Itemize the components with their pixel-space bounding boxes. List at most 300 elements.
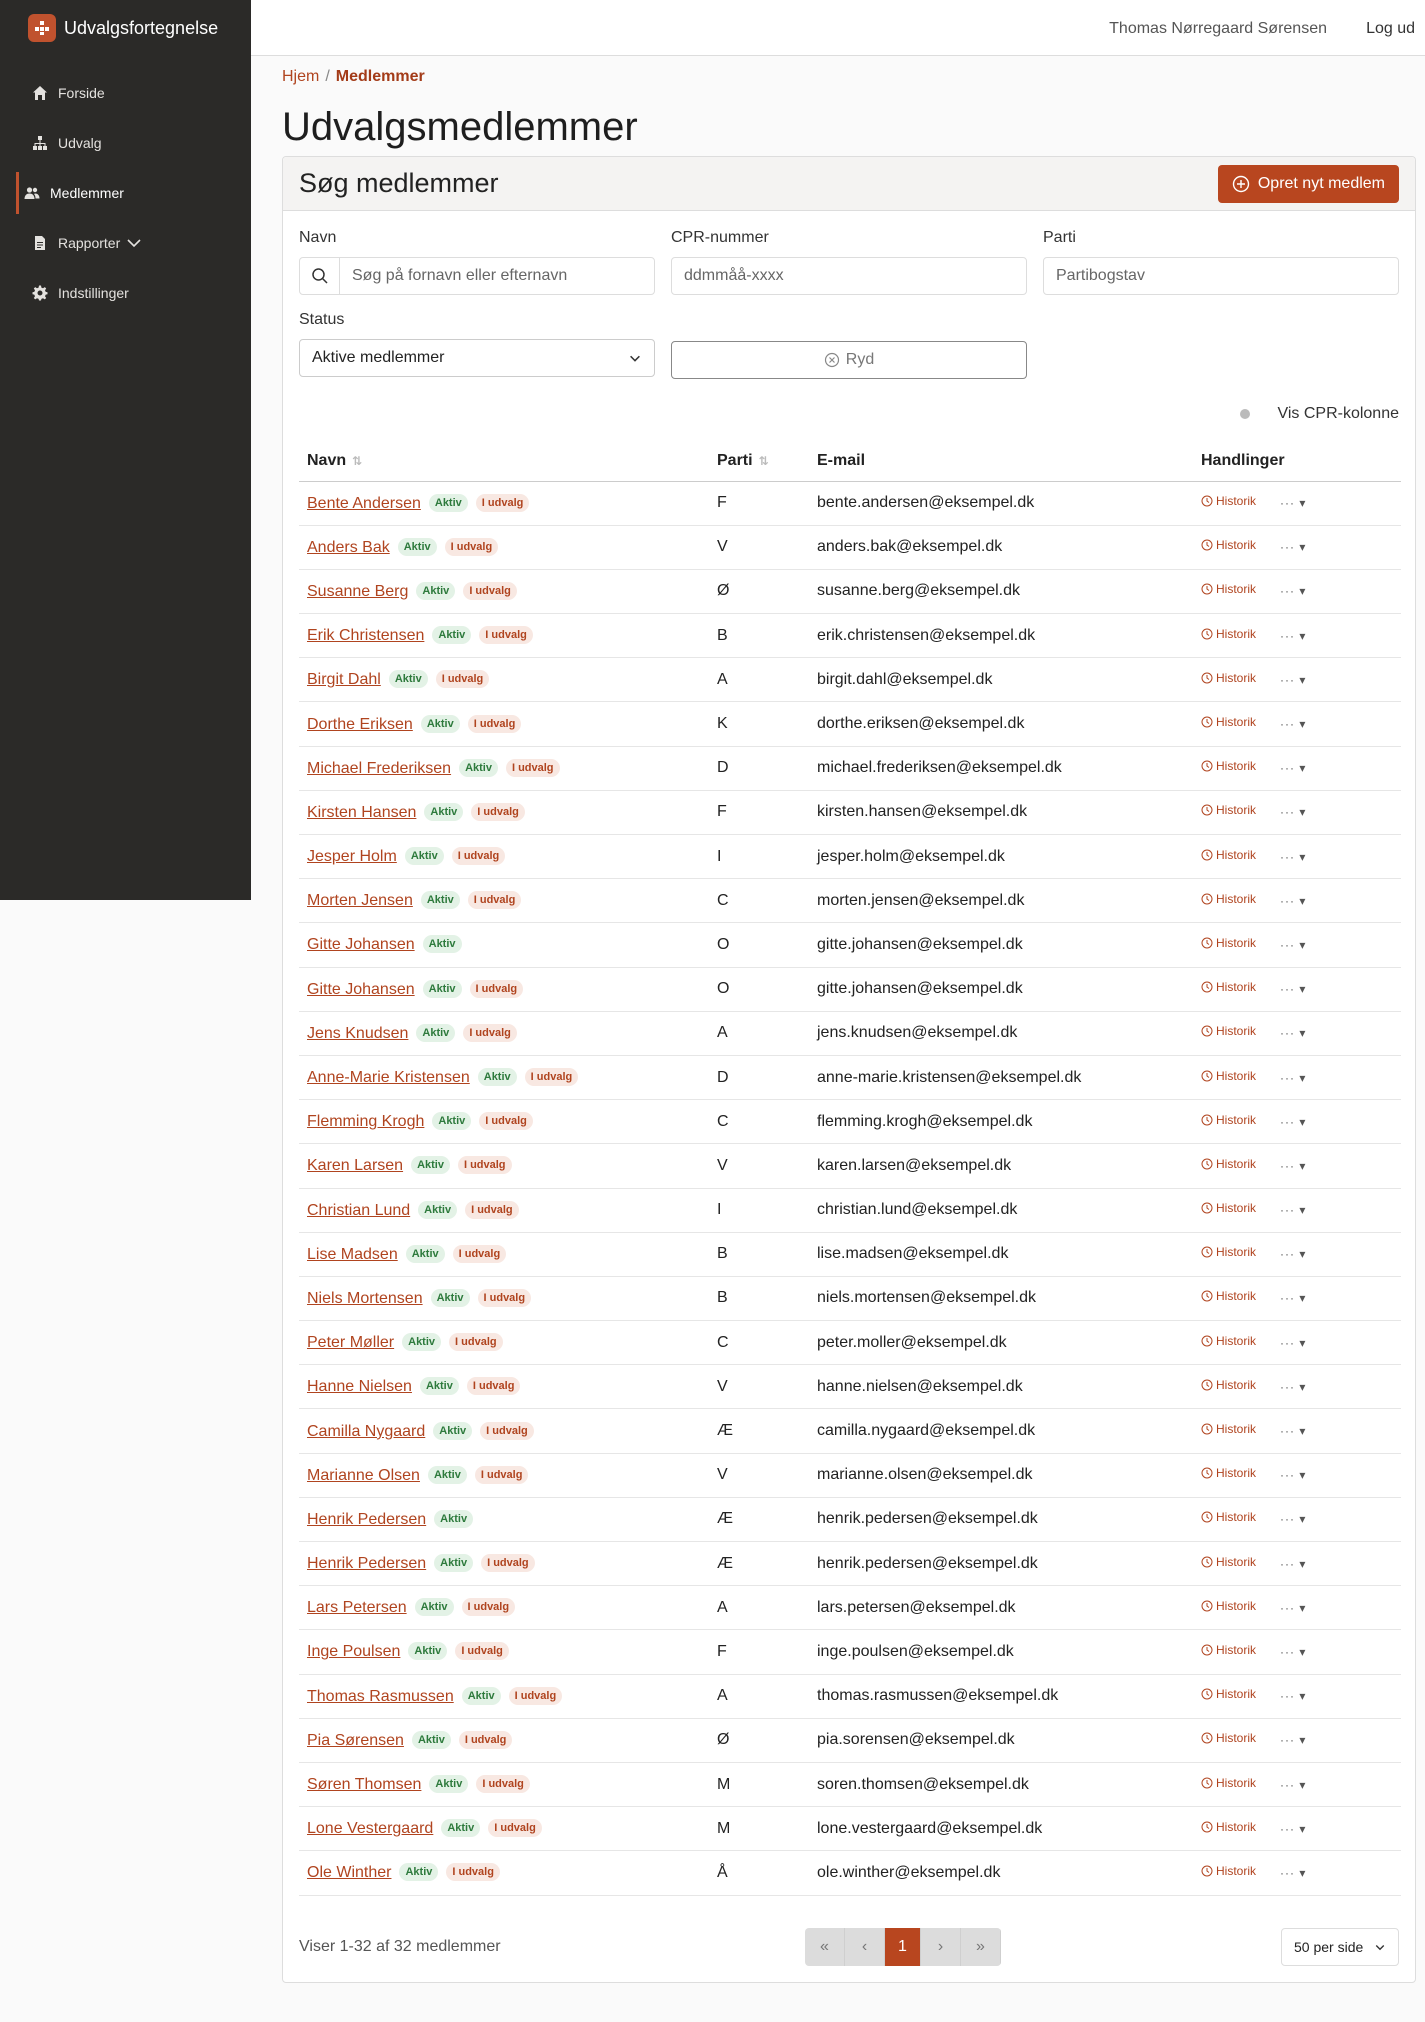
sidebar-item-udvalg[interactable] [0, 118, 251, 168]
per-page-value: 50 per side [1294, 1939, 1364, 1955]
history-button[interactable] [1201, 1643, 1256, 1657]
cell-name [299, 1586, 709, 1630]
cell-party: I [709, 1188, 809, 1232]
more-label: ··· [1280, 1733, 1296, 1748]
clock-icon [1201, 760, 1213, 772]
cell-actions [1193, 835, 1401, 879]
status-badge-active: Aktiv [429, 1775, 468, 1793]
status-badge-committee: I udvalg [479, 1112, 533, 1130]
more-actions-button[interactable]: ··· ▾ [1280, 982, 1307, 997]
more-actions-button[interactable]: ··· ▾ [1280, 1777, 1307, 1792]
more-actions-button[interactable]: ··· ▾ [1280, 761, 1307, 776]
table-row [299, 1409, 1401, 1453]
history-button[interactable] [1201, 1864, 1256, 1878]
column-header-party[interactable] [709, 441, 809, 481]
more-label: ··· [1280, 672, 1296, 687]
more-label: ··· [1280, 937, 1296, 952]
next-page-button[interactable]: › [921, 1928, 961, 1966]
more-label: ··· [1280, 805, 1296, 820]
member-name-link[interactable]: Erik Christensen [307, 627, 425, 645]
last-page-button[interactable]: » [961, 1928, 1001, 1966]
history-button[interactable] [1201, 1466, 1256, 1480]
more-actions-button[interactable]: ··· ▾ [1280, 717, 1307, 732]
more-actions-button[interactable]: ··· ▾ [1280, 540, 1307, 555]
more-actions-button[interactable]: ··· ▾ [1280, 672, 1307, 687]
clock-icon [1201, 1556, 1213, 1568]
more-actions-button[interactable]: ··· ▾ [1280, 628, 1307, 643]
table-row [299, 879, 1401, 923]
history-button[interactable] [1201, 1024, 1256, 1038]
cell-party: F [709, 481, 809, 525]
table-row [299, 1674, 1401, 1718]
cell-party: Æ [709, 1409, 809, 1453]
column-header-name[interactable] [299, 441, 709, 481]
cell-name [299, 1365, 709, 1409]
more-actions-button[interactable]: ··· ▾ [1280, 1335, 1307, 1350]
cell-party: D [709, 746, 809, 790]
cell-name [299, 923, 709, 967]
member-name-link[interactable]: Camilla Nygaard [307, 1422, 426, 1440]
more-actions-button[interactable]: ··· ▾ [1280, 1689, 1307, 1704]
cell-email: lone.vestergaard@eksempel.dk [809, 1807, 1193, 1851]
member-name-link[interactable]: Peter Møller [307, 1334, 395, 1352]
cell-email: jens.knudsen@eksempel.dk [809, 1011, 1193, 1055]
history-button[interactable] [1201, 1776, 1256, 1790]
clock-icon [1201, 628, 1213, 640]
status-badge-active: Aktiv [432, 1112, 471, 1130]
cell-party: F [709, 790, 809, 834]
history-label: Historik [1216, 1510, 1257, 1525]
clock-icon [1201, 1511, 1213, 1523]
more-actions-button[interactable]: ··· ▾ [1280, 1865, 1307, 1880]
cpr-column-toggle[interactable] [1237, 406, 1267, 422]
cell-email: soren.thomsen@eksempel.dk [809, 1762, 1193, 1806]
clock-icon [1201, 1600, 1213, 1612]
member-name-link[interactable]: Marianne Olsen [307, 1466, 420, 1484]
history-label: Historik [1216, 1466, 1257, 1481]
cell-name [299, 1011, 709, 1055]
name-filter [299, 229, 655, 295]
cell-party: A [709, 1586, 809, 1630]
clear-button[interactable] [671, 341, 1027, 379]
cell-actions [1193, 1055, 1401, 1099]
column-header-name-label: Navn [307, 451, 347, 469]
more-label: ··· [1280, 1424, 1296, 1439]
more-actions-button[interactable]: ··· ▾ [1280, 1203, 1307, 1218]
status-badge-committee: I udvalg [476, 494, 530, 512]
member-name-link[interactable]: Dorthe Eriksen [307, 715, 413, 733]
cell-actions [1193, 1718, 1401, 1762]
cell-party: I [709, 835, 809, 879]
history-button[interactable] [1201, 1113, 1256, 1127]
cell-party: Å [709, 1851, 809, 1895]
card-title: Søg medlemmer [299, 168, 499, 198]
history-label: Historik [1216, 1598, 1257, 1613]
more-actions-button[interactable]: ··· ▾ [1280, 584, 1307, 599]
status-badge-active: Aktiv [416, 1024, 455, 1042]
cpr-input[interactable]: ddmmåå-xxxx [671, 257, 1027, 295]
history-label: Historik [1216, 1156, 1257, 1171]
table-row [299, 1851, 1401, 1895]
member-name-link[interactable]: Morten Jensen [307, 892, 413, 910]
table-row [299, 1542, 1401, 1586]
cell-actions [1193, 1453, 1401, 1497]
clock-icon [1201, 1070, 1213, 1082]
table-row [299, 1321, 1401, 1365]
clear-wrap [671, 311, 1027, 379]
more-actions-button[interactable]: ··· ▾ [1280, 1556, 1307, 1571]
breadcrumb-home-link[interactable]: Hjem [282, 68, 320, 85]
history-button[interactable] [1201, 1599, 1256, 1613]
app-title: Udvalgsfortegnelse [64, 17, 219, 38]
more-actions-button[interactable]: ··· ▾ [1280, 1424, 1307, 1439]
member-name-link[interactable]: Anne-Marie Kristensen [307, 1069, 470, 1087]
cell-name [299, 1276, 709, 1320]
clock-icon [1201, 1025, 1213, 1037]
history-label: Historik [1216, 1775, 1257, 1790]
member-name-link[interactable]: Gitte Johansen [307, 980, 415, 998]
history-label: Historik [1216, 1201, 1257, 1216]
name-input[interactable] [299, 257, 655, 295]
cell-party: Ø [709, 569, 809, 613]
sidebar-item-rapporter[interactable] [0, 218, 251, 268]
history-button[interactable] [1201, 759, 1256, 773]
history-button[interactable] [1201, 671, 1256, 685]
status-badge-committee: I udvalg [488, 1819, 542, 1837]
history-button[interactable] [1201, 1820, 1256, 1834]
members-table [299, 441, 1401, 1896]
member-name-link[interactable]: Jens Knudsen [307, 1024, 409, 1042]
history-label: Historik [1216, 1554, 1257, 1569]
cpr-toggle-row [283, 379, 1415, 423]
status-select[interactable] [299, 339, 655, 377]
first-page-button[interactable]: « [805, 1928, 845, 1966]
member-name-link[interactable]: Henrik Pedersen [307, 1510, 427, 1528]
name-placeholder: Søg på fornavn eller efternavn [352, 267, 568, 284]
member-name-link[interactable]: Michael Frederiksen [307, 759, 452, 777]
sort-icon: ⇅ [758, 453, 769, 468]
table-row [299, 967, 1401, 1011]
cell-email: susanne.berg@eksempel.dk [809, 569, 1193, 613]
history-button[interactable] [1201, 1555, 1256, 1569]
member-name-link[interactable]: Inge Poulsen [307, 1643, 401, 1661]
status-badge-committee: I udvalg [452, 847, 506, 865]
clock-icon [1201, 1688, 1213, 1700]
more-label: ··· [1280, 1644, 1296, 1659]
more-actions-button[interactable]: ··· ▾ [1280, 937, 1307, 952]
cell-actions [1193, 1144, 1401, 1188]
column-header-email: E-mail [809, 441, 1193, 481]
clock-icon [1201, 1246, 1213, 1258]
history-button[interactable] [1201, 1245, 1256, 1259]
status-badge-committee: I udvalg [475, 1466, 529, 1484]
table-row [299, 658, 1401, 702]
page-1-button[interactable]: 1 [885, 1928, 921, 1966]
more-actions-button[interactable]: ··· ▾ [1280, 1468, 1307, 1483]
status-badge-committee: I udvalg [506, 759, 560, 777]
more-actions-button[interactable]: ··· ▾ [1280, 1512, 1307, 1527]
cell-party: K [709, 702, 809, 746]
cell-name [299, 1409, 709, 1453]
gear-icon [32, 285, 48, 301]
more-actions-button[interactable]: ··· ▾ [1280, 1158, 1307, 1173]
cell-email: bente.andersen@eksempel.dk [809, 481, 1193, 525]
prev-page-button[interactable]: ‹ [845, 1928, 885, 1966]
member-name-link[interactable]: Kirsten Hansen [307, 803, 417, 821]
sidebar-item-label: Rapporter [58, 235, 121, 251]
more-actions-button[interactable]: ··· ▾ [1280, 849, 1307, 864]
history-label: Historik [1216, 1245, 1257, 1260]
history-label: Historik [1216, 538, 1257, 553]
history-button[interactable] [1201, 1201, 1256, 1215]
clock-icon [1201, 1821, 1213, 1833]
history-button[interactable] [1201, 803, 1256, 817]
status-badge-active: Aktiv [428, 1466, 467, 1484]
status-badge-active: Aktiv [389, 670, 428, 688]
party-input[interactable]: Partibogstav [1043, 257, 1399, 295]
history-button[interactable] [1201, 494, 1256, 508]
sidebar-item-medlemmer[interactable] [0, 168, 251, 218]
member-name-link[interactable]: Niels Mortensen [307, 1289, 423, 1307]
cell-name [299, 1674, 709, 1718]
chevron-down-icon [628, 351, 642, 365]
history-button[interactable] [1201, 715, 1256, 729]
table-footer [299, 1928, 1399, 1966]
history-button[interactable] [1201, 892, 1256, 906]
table-row [299, 923, 1401, 967]
history-button[interactable] [1201, 1731, 1256, 1745]
history-label: Historik [1216, 1863, 1257, 1878]
member-name-link[interactable]: Henrik Pedersen [307, 1555, 427, 1573]
cell-actions [1193, 1807, 1401, 1851]
status-badge-active: Aktiv [408, 1642, 447, 1660]
per-page-select[interactable] [1281, 1928, 1399, 1966]
cell-name [299, 702, 709, 746]
cell-email: karen.larsen@eksempel.dk [809, 1144, 1193, 1188]
history-button[interactable] [1201, 936, 1256, 950]
cell-name [299, 1100, 709, 1144]
search-icon [300, 258, 340, 294]
history-label: Historik [1216, 626, 1257, 641]
cell-actions [1193, 1276, 1401, 1320]
history-button[interactable] [1201, 538, 1256, 552]
more-label: ··· [1280, 849, 1296, 864]
status-badge-committee: I udvalg [463, 1024, 517, 1042]
cpr-filter [671, 229, 1027, 295]
member-name-link[interactable]: Flemming Krogh [307, 1113, 425, 1131]
more-actions-button[interactable]: ··· ▾ [1280, 1644, 1307, 1659]
status-badge-active: Aktiv [406, 1245, 445, 1263]
breadcrumb-separator: / [325, 68, 330, 85]
plus-circle-icon [1232, 175, 1250, 193]
more-label: ··· [1280, 1379, 1296, 1394]
member-name-link[interactable]: Bente Andersen [307, 494, 421, 512]
cell-name [299, 1807, 709, 1851]
status-badge-active: Aktiv [462, 1687, 501, 1705]
history-button[interactable] [1201, 1378, 1256, 1392]
status-badge-committee: I udvalg [436, 670, 490, 688]
member-name-link[interactable]: Ole Winther [307, 1864, 392, 1882]
party-label: Parti [1043, 229, 1076, 246]
cell-actions [1193, 1674, 1401, 1718]
user-name[interactable]: Thomas Nørregaard Sørensen [1109, 20, 1327, 37]
more-actions-button[interactable]: ··· ▾ [1280, 1026, 1307, 1041]
status-badge-active: Aktiv [412, 1731, 451, 1749]
clock-icon [1201, 1865, 1213, 1877]
member-name-link[interactable]: Birgit Dahl [307, 671, 381, 689]
table-row [299, 525, 1401, 569]
table-row [299, 1586, 1401, 1630]
cell-actions [1193, 525, 1401, 569]
cell-party: M [709, 1762, 809, 1806]
history-button[interactable] [1201, 1422, 1256, 1436]
cell-email: lise.madsen@eksempel.dk [809, 1232, 1193, 1276]
cell-party: A [709, 1011, 809, 1055]
history-button[interactable] [1201, 1334, 1256, 1348]
history-label: Historik [1216, 847, 1257, 862]
cell-party: B [709, 1232, 809, 1276]
history-label: Historik [1216, 1687, 1257, 1702]
cell-actions [1193, 1100, 1401, 1144]
sidebar-item-forside[interactable] [0, 68, 251, 118]
history-button[interactable] [1201, 627, 1256, 641]
sidebar-item-label: Udvalg [58, 135, 102, 151]
pagination [805, 1928, 1001, 1966]
more-actions-button[interactable]: ··· ▾ [1280, 1291, 1307, 1306]
history-label: Historik [1216, 980, 1257, 995]
more-actions-button[interactable]: ··· ▾ [1280, 1114, 1307, 1129]
history-label: Historik [1216, 759, 1257, 774]
create-member-button[interactable] [1218, 165, 1399, 203]
table-row [299, 1055, 1401, 1099]
status-badge-active: Aktiv [424, 803, 463, 821]
clear-circle-icon [824, 352, 840, 368]
member-name-link[interactable]: Lars Petersen [307, 1599, 407, 1617]
cell-email: erik.christensen@eksempel.dk [809, 614, 1193, 658]
history-button[interactable] [1201, 1510, 1256, 1524]
cell-email: henrik.pedersen@eksempel.dk [809, 1542, 1193, 1586]
cell-name [299, 1055, 709, 1099]
more-actions-button[interactable]: ··· ▾ [1280, 1600, 1307, 1615]
home-icon [32, 85, 48, 101]
history-button[interactable] [1201, 848, 1256, 862]
cell-actions [1193, 790, 1401, 834]
member-name-link[interactable]: Jesper Holm [307, 848, 397, 866]
member-name-link[interactable]: Karen Larsen [307, 1157, 404, 1175]
sidebar-nav [0, 68, 251, 318]
status-badge-active: Aktiv [441, 1819, 480, 1837]
history-button[interactable] [1201, 1069, 1256, 1083]
cell-actions [1193, 1321, 1401, 1365]
cell-party: V [709, 1144, 809, 1188]
clock-icon [1201, 539, 1213, 551]
cell-name [299, 835, 709, 879]
cell-actions [1193, 481, 1401, 525]
member-name-link[interactable]: Susanne Berg [307, 582, 409, 600]
history-button[interactable] [1201, 980, 1256, 994]
cell-party: O [709, 923, 809, 967]
sidebar-item-indstillinger[interactable] [0, 268, 251, 318]
status-badge-active: Aktiv [459, 759, 498, 777]
clock-icon [1201, 981, 1213, 993]
more-actions-button[interactable]: ··· ▾ [1280, 1379, 1307, 1394]
history-button[interactable] [1201, 1157, 1256, 1171]
member-name-link[interactable]: Christian Lund [307, 1201, 411, 1219]
cell-actions [1193, 967, 1401, 1011]
table-row [299, 1630, 1401, 1674]
cell-email: michael.frederiksen@eksempel.dk [809, 746, 1193, 790]
status-badge-committee: I udvalg [468, 891, 522, 909]
more-label: ··· [1280, 1070, 1296, 1085]
member-name-link[interactable]: Anders Bak [307, 538, 390, 556]
status-badge-active: Aktiv [434, 1510, 473, 1528]
table-row [299, 702, 1401, 746]
cell-name [299, 1453, 709, 1497]
more-actions-button[interactable]: ··· ▾ [1280, 1070, 1307, 1085]
more-label: ··· [1280, 1247, 1296, 1262]
status-badge-committee: I udvalg [449, 1333, 503, 1351]
member-name-link[interactable]: Pia Sørensen [307, 1731, 404, 1749]
breadcrumb [282, 68, 1416, 86]
status-badge-active: Aktiv [402, 1333, 441, 1351]
member-name-link[interactable]: Søren Thomsen [307, 1776, 422, 1794]
more-actions-button[interactable]: ··· ▾ [1280, 893, 1307, 908]
logout-link[interactable]: Log ud [1366, 20, 1415, 37]
cell-email: jesper.holm@eksempel.dk [809, 835, 1193, 879]
more-actions-button[interactable]: ··· ▾ [1280, 1247, 1307, 1262]
more-actions-button[interactable]: ··· ▾ [1280, 1733, 1307, 1748]
member-name-link[interactable]: Lone Vestergaard [307, 1820, 434, 1838]
brand[interactable] [0, 0, 251, 56]
more-label: ··· [1280, 1158, 1296, 1173]
cell-email: niels.mortensen@eksempel.dk [809, 1276, 1193, 1320]
cell-actions [1193, 1542, 1401, 1586]
status-badge-active: Aktiv [398, 538, 437, 556]
clock-icon [1201, 804, 1213, 816]
clock-icon [1201, 1423, 1213, 1435]
cell-email: dorthe.eriksen@eksempel.dk [809, 702, 1193, 746]
cell-email: anders.bak@eksempel.dk [809, 525, 1193, 569]
history-button[interactable] [1201, 1289, 1256, 1303]
more-actions-button[interactable]: ··· ▾ [1280, 1821, 1307, 1836]
status-badge-active: Aktiv [418, 1201, 457, 1219]
create-member-label: Opret nyt medlem [1257, 174, 1385, 192]
cell-name [299, 1762, 709, 1806]
member-name-link[interactable]: Hanne Nielsen [307, 1378, 412, 1396]
cell-email: inge.poulsen@eksempel.dk [809, 1630, 1193, 1674]
status-badge-committee: I udvalg [462, 1598, 516, 1616]
more-actions-button[interactable]: ··· ▾ [1280, 496, 1307, 511]
more-actions-button[interactable]: ··· ▾ [1280, 805, 1307, 820]
member-name-link[interactable]: Lise Madsen [307, 1245, 398, 1263]
history-label: Historik [1216, 1422, 1257, 1437]
member-name-link[interactable]: Thomas Rasmussen [307, 1687, 454, 1705]
history-button[interactable] [1201, 1687, 1256, 1701]
status-badge-active: Aktiv [423, 980, 462, 998]
status-badge-active: Aktiv [434, 1554, 473, 1572]
cell-party: Æ [709, 1542, 809, 1586]
cell-actions [1193, 1409, 1401, 1453]
member-name-link[interactable]: Gitte Johansen [307, 936, 415, 954]
column-header-actions: Handlinger [1193, 441, 1401, 481]
clock-icon [1201, 1114, 1213, 1126]
history-button[interactable] [1201, 582, 1256, 596]
table-row [299, 746, 1401, 790]
table-row [299, 1100, 1401, 1144]
history-label: Historik [1216, 891, 1257, 906]
cell-name [299, 1542, 709, 1586]
table-row [299, 1276, 1401, 1320]
